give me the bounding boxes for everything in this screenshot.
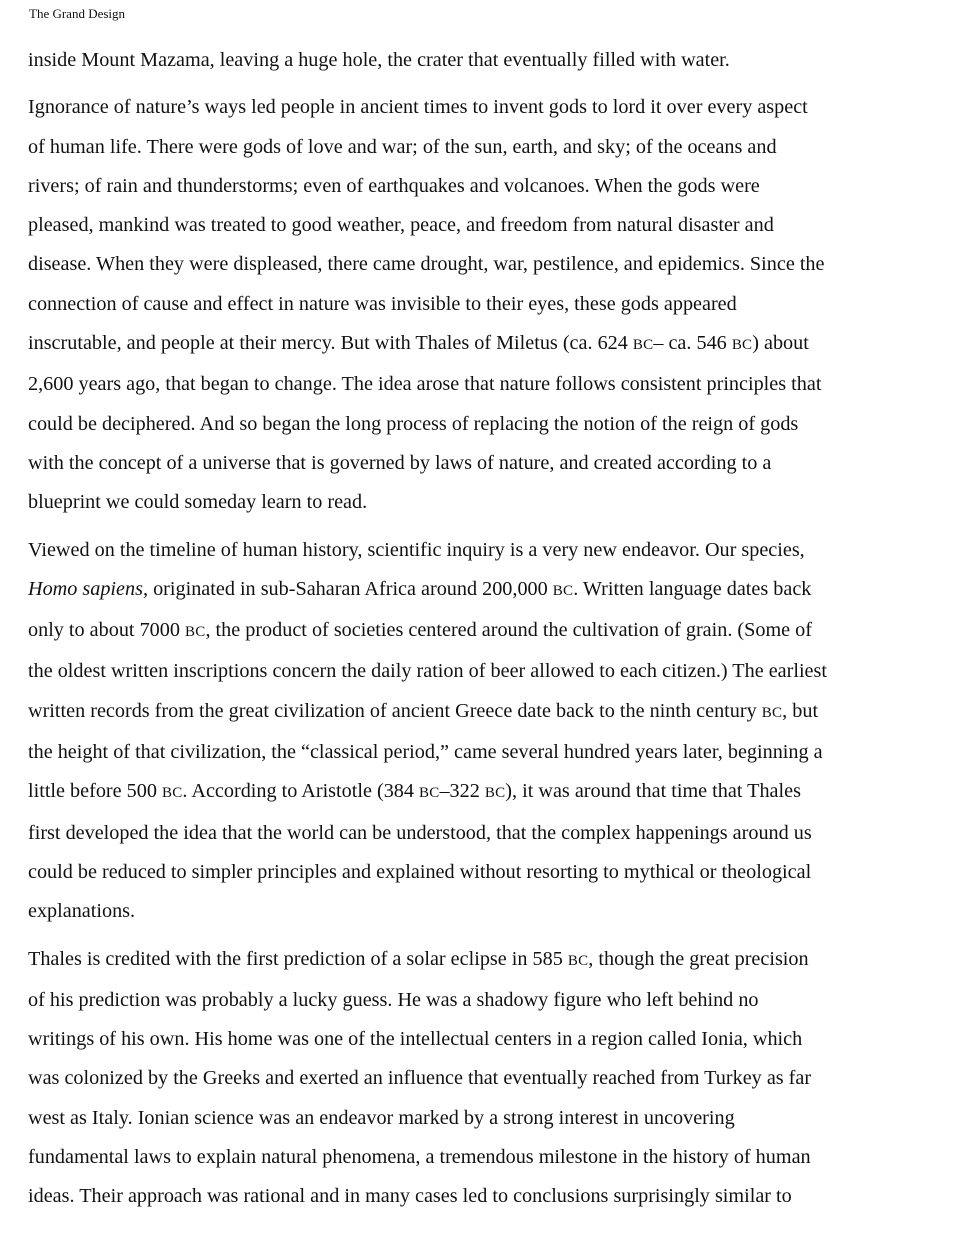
text-line: could be reduced to simpler principles and explained without resorting to mythical or theological xyxy=(28,860,812,883)
book-title: The Grand Design xyxy=(29,6,126,21)
text-line: rivers; of rain and thunderstorms; even of earthquakes and volcanoes. When the gods were xyxy=(28,174,760,197)
text-line: with the concept of a universe that is governed by laws of nature, and created according to a xyxy=(28,451,772,474)
paragraph xyxy=(28,531,928,932)
paragraph xyxy=(28,41,928,80)
running-header xyxy=(29,6,125,22)
text-line: disease. When they were displeased, there came drought, war, pestilence, and epidemics. Since the xyxy=(28,253,825,276)
text-line: first developed the idea that the world can be understood, that the complex happenings around us xyxy=(28,821,812,844)
text-line: pleased, mankind was treated to good weather, peace, and freedom from natural disaster and xyxy=(28,214,774,237)
text-line: inscrutable, and people at their mercy. But with Thales of Miletus (ca. 624 BC– ca. 546 BC) about xyxy=(28,332,809,355)
text-line: could be deciphered. And so began the long process of replacing the notion of the reign of gods xyxy=(28,412,799,435)
text-line: explanations. xyxy=(28,900,136,923)
text-line: the height of that civilization, the “classical period,” came several hundred years later, beginning a xyxy=(28,741,823,764)
page-body xyxy=(28,41,928,1225)
text-line: fundamental laws to explain natural phenomena, a tremendous milestone in the history of human xyxy=(28,1146,811,1169)
text-line: Viewed on the timeline of human history, scientific inquiry is a very new endeavor. Our species, xyxy=(28,538,805,561)
text-line: of his prediction was probably a lucky guess. He was a shadowy figure who left behind no xyxy=(28,988,759,1011)
text-line: connection of cause and effect in nature was invisible to their eyes, these gods appeared xyxy=(28,292,737,315)
text-line: inside Mount Mazama, leaving a huge hole, the crater that eventually filled with water. xyxy=(28,49,730,71)
text-line: ideas. Their approach was rational and in many cases led to conclusions surprisingly similar to xyxy=(28,1185,792,1208)
text-line: the oldest written inscriptions concern the daily ration of beer allowed to each citizen.) The earliest xyxy=(28,660,827,683)
text-line: Thales is credited with the first prediction of a solar eclipse in 585 BC, though the great precision xyxy=(28,947,809,970)
text-line: of human life. There were gods of love and war; of the sun, earth, and sky; of the oceans and xyxy=(28,135,777,158)
text-line: Ignorance of nature’s ways led people in ancient times to invent gods to lord it over every aspect xyxy=(28,96,808,119)
text-line: written records from the great civilization of ancient Greece date back to the ninth century BC, but xyxy=(28,699,819,722)
paragraph xyxy=(28,88,928,522)
paragraph xyxy=(28,940,928,1217)
text-line: blueprint we could someday learn to read. xyxy=(28,491,368,514)
text-line: west as Italy. Ionian science was an endeavor marked by a strong interest in uncovering xyxy=(28,1106,735,1129)
text-line: Homo sapiens, originated in sub-Saharan Africa around 200,000 BC. Written language dates back xyxy=(28,577,812,600)
text-line: writings of his own. His home was one of the intellectual centers in a region called Ionia, which xyxy=(28,1028,803,1051)
text-line: was colonized by the Greeks and exerted an influence that eventually reached from Turkey as far xyxy=(28,1067,812,1090)
text-line: 2,600 years ago, that began to change. The idea arose that nature follows consistent principles that xyxy=(28,373,822,396)
text-line: little before 500 BC. According to Aristotle (384 BC–322 BC), it was around that time that Thales xyxy=(28,780,801,803)
text-line: only to about 7000 BC, the product of societies centered around the cultivation of grain. (Some of xyxy=(28,619,812,642)
